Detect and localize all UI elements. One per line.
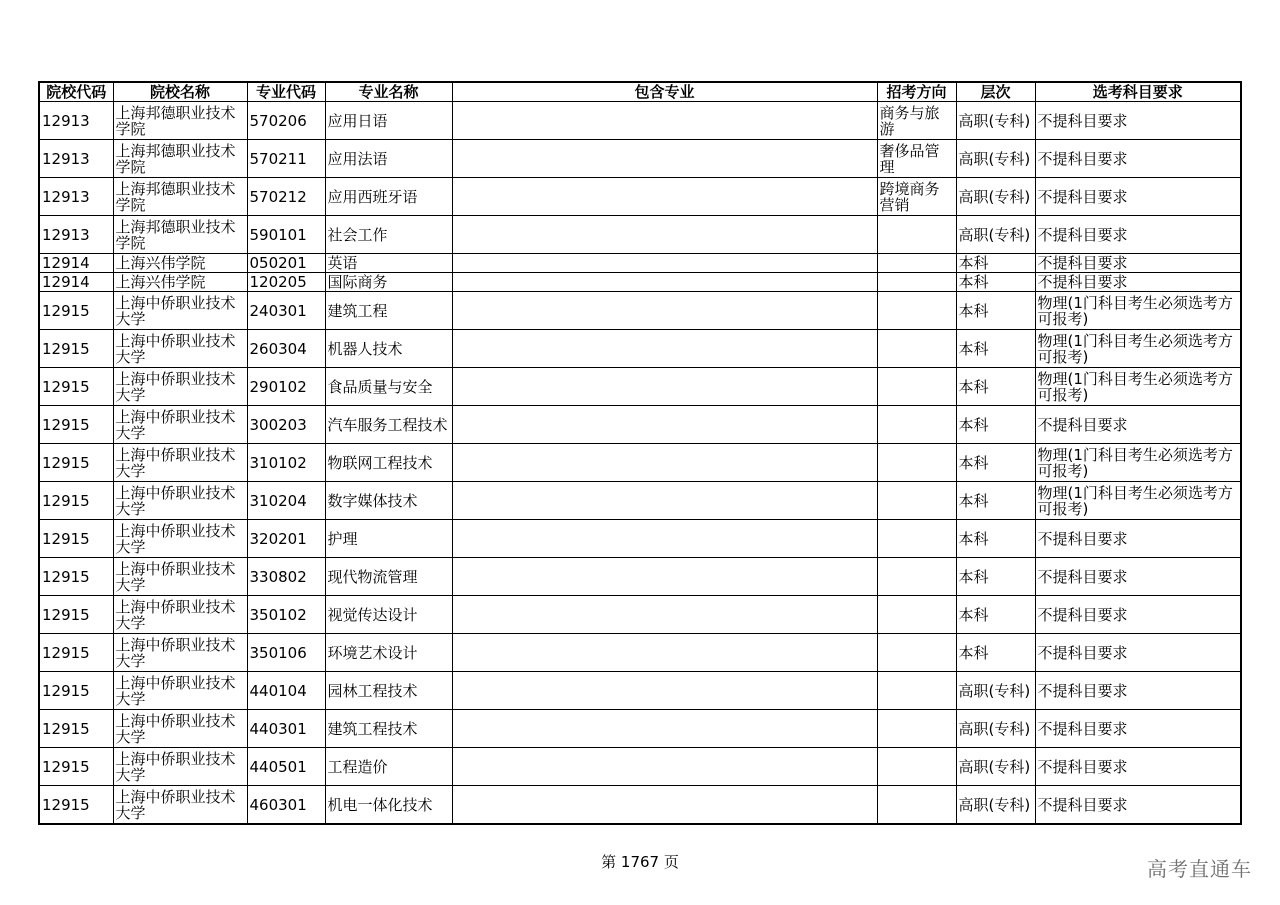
cell-school-code: 12915 — [39, 748, 113, 786]
cell-school-code: 12915 — [39, 520, 113, 558]
watermark: 高考直通车 — [1147, 857, 1252, 881]
cell-included-majors — [452, 710, 877, 748]
cell-school-code: 12915 — [39, 634, 113, 672]
cell-level: 本科 — [956, 634, 1035, 672]
cell-major-name: 汽车服务工程技术 — [325, 406, 452, 444]
cell-direction — [877, 786, 956, 825]
cell-level: 本科 — [956, 482, 1035, 520]
cell-major-code: 440104 — [247, 672, 325, 710]
table-header-row — [39, 82, 1241, 102]
cell-direction — [877, 748, 956, 786]
cell-major-code: 120205 — [247, 273, 325, 292]
cell-school-code: 12914 — [39, 273, 113, 292]
cell-major-code: 330802 — [247, 558, 325, 596]
cell-major-name: 食品质量与安全 — [325, 368, 452, 406]
cell-major-name: 工程造价 — [325, 748, 452, 786]
cell-major-name: 国际商务 — [325, 273, 452, 292]
cell-school-name: 上海兴伟学院 — [113, 273, 247, 292]
cell-major-name: 物联网工程技术 — [325, 444, 452, 482]
cell-level: 本科 — [956, 368, 1035, 406]
cell-direction — [877, 634, 956, 672]
table-row — [39, 520, 1241, 558]
cell-major-code: 590101 — [247, 216, 325, 254]
cell-school-name: 上海邦德职业技术学院 — [113, 216, 247, 254]
cell-major-code: 570211 — [247, 140, 325, 178]
cell-subject-requirement: 不提科目要求 — [1035, 596, 1241, 634]
cell-direction — [877, 710, 956, 748]
cell-included-majors — [452, 596, 877, 634]
table-row — [39, 330, 1241, 368]
header-school-code: 院校代码 — [39, 82, 113, 102]
cell-major-code: 320201 — [247, 520, 325, 558]
table-row — [39, 254, 1241, 273]
table-row — [39, 672, 1241, 710]
cell-school-code: 12913 — [39, 216, 113, 254]
cell-subject-requirement: 不提科目要求 — [1035, 102, 1241, 140]
cell-school-name: 上海邦德职业技术学院 — [113, 178, 247, 216]
cell-subject-requirement: 物理(1门科目考生必须选考方可报考) — [1035, 292, 1241, 330]
cell-level: 本科 — [956, 596, 1035, 634]
cell-major-name: 护理 — [325, 520, 452, 558]
cell-direction: 跨境商务营销 — [877, 178, 956, 216]
cell-subject-requirement: 物理(1门科目考生必须选考方可报考) — [1035, 330, 1241, 368]
cell-subject-requirement: 不提科目要求 — [1035, 520, 1241, 558]
cell-school-name: 上海中侨职业技术大学 — [113, 634, 247, 672]
cell-level: 高职(专科) — [956, 178, 1035, 216]
cell-level: 高职(专科) — [956, 102, 1035, 140]
cell-major-code: 570212 — [247, 178, 325, 216]
table-row — [39, 444, 1241, 482]
cell-level: 高职(专科) — [956, 140, 1035, 178]
cell-school-code: 12914 — [39, 254, 113, 273]
cell-included-majors — [452, 140, 877, 178]
cell-subject-requirement: 不提科目要求 — [1035, 406, 1241, 444]
cell-included-majors — [452, 482, 877, 520]
table-body — [39, 102, 1241, 825]
cell-level: 高职(专科) — [956, 672, 1035, 710]
cell-major-code: 310102 — [247, 444, 325, 482]
cell-subject-requirement: 不提科目要求 — [1035, 786, 1241, 825]
cell-direction — [877, 216, 956, 254]
cell-school-name: 上海中侨职业技术大学 — [113, 292, 247, 330]
cell-level: 高职(专科) — [956, 786, 1035, 825]
cell-school-code: 12915 — [39, 786, 113, 825]
cell-direction — [877, 273, 956, 292]
cell-major-code: 350102 — [247, 596, 325, 634]
cell-school-code: 12915 — [39, 558, 113, 596]
cell-major-name: 机器人技术 — [325, 330, 452, 368]
cell-school-code: 12915 — [39, 330, 113, 368]
cell-school-name: 上海中侨职业技术大学 — [113, 406, 247, 444]
cell-school-name: 上海邦德职业技术学院 — [113, 140, 247, 178]
cell-subject-requirement: 不提科目要求 — [1035, 710, 1241, 748]
cell-included-majors — [452, 102, 877, 140]
cell-school-code: 12913 — [39, 178, 113, 216]
cell-direction — [877, 330, 956, 368]
cell-major-name: 建筑工程 — [325, 292, 452, 330]
cell-major-code: 440301 — [247, 710, 325, 748]
header-major-name: 专业名称 — [325, 82, 452, 102]
table-row — [39, 102, 1241, 140]
header-included-majors: 包含专业 — [452, 82, 877, 102]
header-school-name: 院校名称 — [113, 82, 247, 102]
cell-included-majors — [452, 748, 877, 786]
cell-major-code: 350106 — [247, 634, 325, 672]
cell-included-majors — [452, 672, 877, 710]
cell-school-code: 12915 — [39, 672, 113, 710]
cell-included-majors — [452, 254, 877, 273]
cell-school-name: 上海中侨职业技术大学 — [113, 710, 247, 748]
cell-level: 本科 — [956, 558, 1035, 596]
cell-major-code: 300203 — [247, 406, 325, 444]
cell-major-name: 应用西班牙语 — [325, 178, 452, 216]
table-row — [39, 482, 1241, 520]
cell-major-name: 机电一体化技术 — [325, 786, 452, 825]
cell-major-name: 社会工作 — [325, 216, 452, 254]
cell-subject-requirement: 不提科目要求 — [1035, 216, 1241, 254]
cell-direction: 奢侈品管理 — [877, 140, 956, 178]
cell-direction — [877, 368, 956, 406]
cell-subject-requirement: 物理(1门科目考生必须选考方可报考) — [1035, 368, 1241, 406]
cell-school-name: 上海邦德职业技术学院 — [113, 102, 247, 140]
cell-major-name: 应用日语 — [325, 102, 452, 140]
cell-subject-requirement: 不提科目要求 — [1035, 140, 1241, 178]
table-row — [39, 406, 1241, 444]
cell-major-code: 460301 — [247, 786, 325, 825]
cell-major-name: 视觉传达设计 — [325, 596, 452, 634]
header-subject-requirement: 选考科目要求 — [1035, 82, 1241, 102]
cell-school-name: 上海中侨职业技术大学 — [113, 330, 247, 368]
cell-school-code: 12913 — [39, 102, 113, 140]
cell-level: 高职(专科) — [956, 748, 1035, 786]
cell-major-code: 310204 — [247, 482, 325, 520]
cell-level: 本科 — [956, 444, 1035, 482]
cell-school-code: 12915 — [39, 292, 113, 330]
cell-major-code: 440501 — [247, 748, 325, 786]
cell-direction — [877, 520, 956, 558]
cell-included-majors — [452, 178, 877, 216]
cell-school-name: 上海中侨职业技术大学 — [113, 558, 247, 596]
cell-included-majors — [452, 444, 877, 482]
cell-major-name: 园林工程技术 — [325, 672, 452, 710]
cell-major-name: 数字媒体技术 — [325, 482, 452, 520]
cell-level: 本科 — [956, 273, 1035, 292]
cell-major-name: 现代物流管理 — [325, 558, 452, 596]
table-row — [39, 216, 1241, 254]
admissions-table — [38, 81, 1242, 825]
cell-direction — [877, 406, 956, 444]
cell-major-code: 050201 — [247, 254, 325, 273]
cell-direction — [877, 558, 956, 596]
cell-included-majors — [452, 330, 877, 368]
cell-major-code: 240301 — [247, 292, 325, 330]
cell-included-majors — [452, 216, 877, 254]
page-number: 第 1767 页 — [601, 853, 679, 871]
cell-school-code: 12915 — [39, 710, 113, 748]
cell-subject-requirement: 不提科目要求 — [1035, 273, 1241, 292]
cell-major-name: 环境艺术设计 — [325, 634, 452, 672]
cell-subject-requirement: 不提科目要求 — [1035, 672, 1241, 710]
table-row — [39, 140, 1241, 178]
cell-level: 高职(专科) — [956, 216, 1035, 254]
cell-school-name: 上海中侨职业技术大学 — [113, 482, 247, 520]
cell-subject-requirement: 不提科目要求 — [1035, 558, 1241, 596]
cell-school-code: 12915 — [39, 444, 113, 482]
cell-level: 本科 — [956, 254, 1035, 273]
cell-included-majors — [452, 558, 877, 596]
header-direction: 招考方向 — [877, 82, 956, 102]
cell-school-name: 上海中侨职业技术大学 — [113, 672, 247, 710]
cell-school-code: 12915 — [39, 596, 113, 634]
cell-level: 本科 — [956, 330, 1035, 368]
cell-school-code: 12915 — [39, 406, 113, 444]
cell-major-code: 290102 — [247, 368, 325, 406]
cell-school-name: 上海兴伟学院 — [113, 254, 247, 273]
table-row — [39, 368, 1241, 406]
table-row — [39, 786, 1241, 825]
cell-subject-requirement: 物理(1门科目考生必须选考方可报考) — [1035, 444, 1241, 482]
cell-level: 本科 — [956, 292, 1035, 330]
cell-school-code: 12915 — [39, 368, 113, 406]
cell-included-majors — [452, 520, 877, 558]
cell-major-code: 260304 — [247, 330, 325, 368]
cell-school-name: 上海中侨职业技术大学 — [113, 748, 247, 786]
cell-direction: 商务与旅游 — [877, 102, 956, 140]
cell-direction — [877, 672, 956, 710]
cell-included-majors — [452, 634, 877, 672]
cell-major-name: 应用法语 — [325, 140, 452, 178]
cell-level: 高职(专科) — [956, 710, 1035, 748]
cell-school-name: 上海中侨职业技术大学 — [113, 444, 247, 482]
cell-school-name: 上海中侨职业技术大学 — [113, 786, 247, 825]
cell-subject-requirement: 不提科目要求 — [1035, 634, 1241, 672]
cell-subject-requirement: 物理(1门科目考生必须选考方可报考) — [1035, 482, 1241, 520]
cell-level: 本科 — [956, 406, 1035, 444]
cell-direction — [877, 444, 956, 482]
cell-included-majors — [452, 786, 877, 825]
cell-school-name: 上海中侨职业技术大学 — [113, 368, 247, 406]
table-row — [39, 596, 1241, 634]
cell-major-name: 建筑工程技术 — [325, 710, 452, 748]
cell-subject-requirement: 不提科目要求 — [1035, 178, 1241, 216]
cell-school-name: 上海中侨职业技术大学 — [113, 596, 247, 634]
cell-direction — [877, 482, 956, 520]
cell-level: 本科 — [956, 520, 1035, 558]
table-row — [39, 292, 1241, 330]
cell-school-code: 12913 — [39, 140, 113, 178]
cell-included-majors — [452, 368, 877, 406]
cell-included-majors — [452, 292, 877, 330]
table-row — [39, 710, 1241, 748]
table-row — [39, 273, 1241, 292]
cell-included-majors — [452, 406, 877, 444]
table-row — [39, 178, 1241, 216]
cell-major-code: 570206 — [247, 102, 325, 140]
header-major-code: 专业代码 — [247, 82, 325, 102]
table-row — [39, 558, 1241, 596]
cell-included-majors — [452, 273, 877, 292]
table-row — [39, 748, 1241, 786]
cell-major-name: 英语 — [325, 254, 452, 273]
table-row — [39, 634, 1241, 672]
cell-direction — [877, 292, 956, 330]
cell-school-code: 12915 — [39, 482, 113, 520]
cell-subject-requirement: 不提科目要求 — [1035, 748, 1241, 786]
cell-direction — [877, 254, 956, 273]
header-level: 层次 — [956, 82, 1035, 102]
cell-direction — [877, 596, 956, 634]
cell-subject-requirement: 不提科目要求 — [1035, 254, 1241, 273]
cell-school-name: 上海中侨职业技术大学 — [113, 520, 247, 558]
